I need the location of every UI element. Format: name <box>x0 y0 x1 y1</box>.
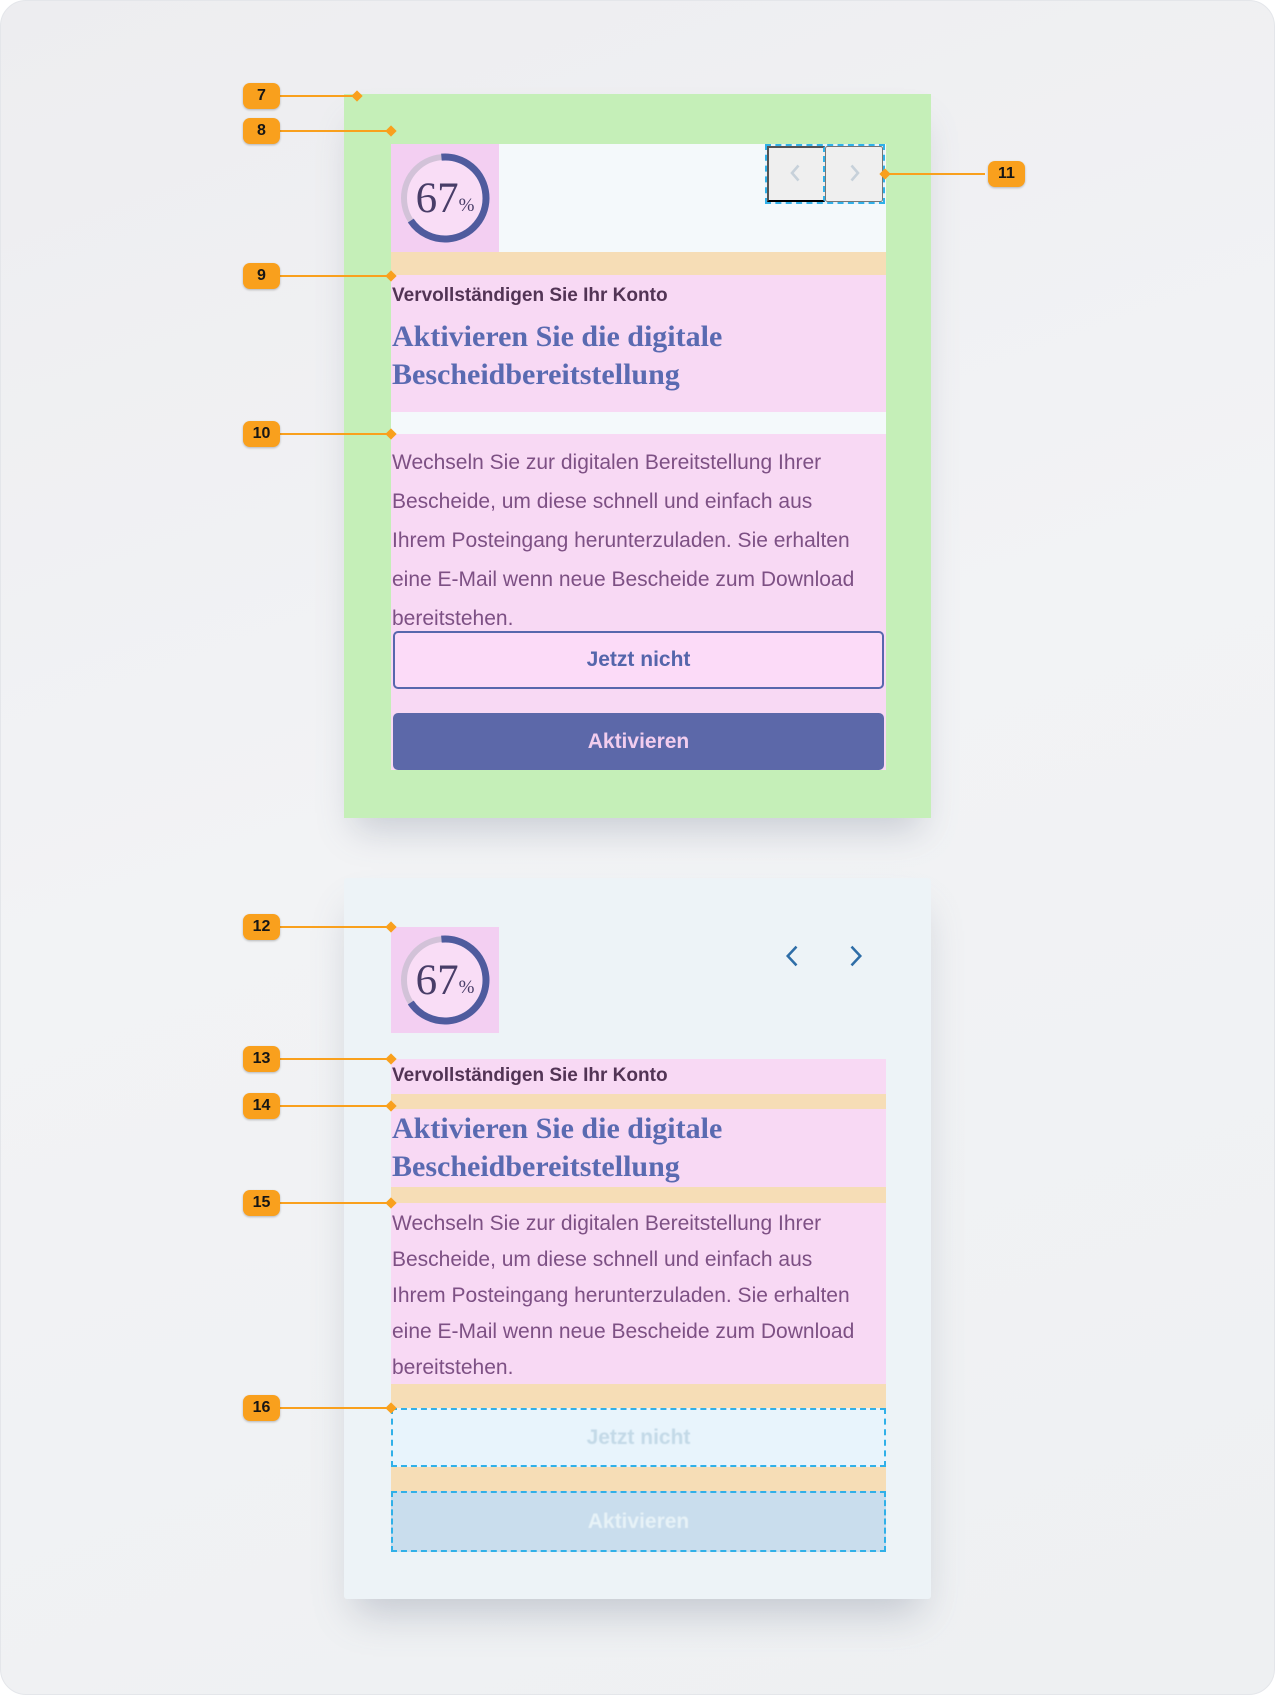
activate-button-highlight[interactable] <box>391 1491 886 1552</box>
chevron-left-icon <box>779 941 807 974</box>
not-now-button[interactable]: Jetzt nicht <box>393 631 884 689</box>
annotation-line <box>279 1105 392 1107</box>
progress-value: 67 % <box>415 956 475 1004</box>
annotation-chip[interactable]: 12 <box>243 914 280 940</box>
annotation-diamond-icon <box>385 1197 396 1208</box>
spacing-highlight <box>391 252 886 275</box>
annotation-line <box>279 130 392 132</box>
annotation-chip[interactable]: 14 <box>243 1093 280 1119</box>
annotation-chip[interactable]: 9 <box>243 263 280 289</box>
annotation-line <box>279 1407 392 1409</box>
annotation-line <box>279 95 358 97</box>
annotation-line <box>886 173 985 175</box>
annotation-diamond-icon <box>351 90 362 101</box>
progress-value: 67 % <box>415 174 475 222</box>
account-completion-card <box>391 144 886 770</box>
carousel-nav-interactable-highlight <box>765 144 885 204</box>
annotation-diamond-icon <box>385 270 396 281</box>
annotation-marker-16 <box>243 1395 396 1422</box>
next-button[interactable] <box>839 940 871 974</box>
spacing-highlight <box>391 1467 886 1491</box>
card-heading: Aktivieren Sie die digitale Bescheidbereitstellung <box>392 1112 723 1183</box>
annotation-diamond-icon <box>385 1100 396 1111</box>
annotation-marker-7 <box>243 83 362 110</box>
annotation-line <box>279 275 392 277</box>
annotation-marker-8 <box>243 118 396 145</box>
not-now-button-highlight[interactable] <box>391 1408 886 1467</box>
annotation-chip[interactable]: 7 <box>243 83 280 109</box>
text-highlight-block <box>391 1059 886 1094</box>
prev-button[interactable] <box>777 940 809 974</box>
text-highlight-block <box>391 1109 886 1187</box>
component-margin-highlight <box>344 94 931 818</box>
annotation-chip[interactable]: 13 <box>243 1046 280 1072</box>
annotation-diamond-icon <box>385 428 396 439</box>
chevron-right-icon <box>842 161 866 188</box>
annotation-diamond-icon <box>385 125 396 136</box>
text-highlight-block <box>391 275 886 412</box>
annotation-marker-11 <box>881 161 1025 188</box>
annotation-line <box>279 1202 392 1204</box>
annotation-chip[interactable]: 15 <box>243 1190 280 1216</box>
card-body-text: Wechseln Sie zur digitalen Bereitstellung Ihrer Bescheide, um diese schnell und einfach aus Ihrem Posteingang herunterzuladen. Sie erhalten eine E-Mail wenn neue Bescheide zum Download bereitstehen. <box>392 1212 855 1379</box>
text-highlight-block <box>391 1203 886 1384</box>
chevron-right-icon <box>841 941 869 974</box>
annotation-chip[interactable]: 8 <box>243 118 280 144</box>
annotation-marker-14 <box>243 1093 396 1120</box>
spacing-highlight <box>391 1384 886 1408</box>
card-eyebrow: Vervollständigen Sie Ihr Konto <box>392 1065 668 1086</box>
activate-button[interactable]: Aktivieren <box>393 713 884 770</box>
card-eyebrow: Vervollständigen Sie Ihr Konto <box>392 285 668 306</box>
text-highlight-block <box>391 434 886 770</box>
annotation-line <box>279 433 392 435</box>
annotation-diamond-icon <box>879 168 890 179</box>
annotation-diamond-icon <box>385 1053 396 1064</box>
annotation-chip[interactable]: 11 <box>988 161 1025 187</box>
next-button[interactable] <box>825 146 883 202</box>
annotation-marker-9 <box>243 263 396 290</box>
not-now-button-label: Jetzt nicht <box>586 1425 691 1449</box>
account-completion-card-plain <box>344 878 931 1599</box>
annotation-marker-15 <box>243 1190 396 1217</box>
spacing-highlight <box>391 1094 886 1109</box>
annotation-marker-13 <box>243 1046 396 1073</box>
annotation-chip[interactable]: 16 <box>243 1395 280 1421</box>
card-heading: Aktivieren Sie die digitale Bescheidbereitstellung <box>392 320 723 391</box>
chevron-left-icon <box>784 161 808 188</box>
annotation-diamond-icon <box>385 1402 396 1413</box>
annotation-chip[interactable]: 10 <box>243 421 280 447</box>
annotation-line <box>279 1058 392 1060</box>
activate-button-label: Aktivieren <box>587 1509 690 1533</box>
progress-ring <box>391 144 499 252</box>
card-body-text: Wechseln Sie zur digitalen Bereitstellung Ihrer Bescheide, um diese schnell und einfach aus Ihrem Posteingang herunterzuladen. Sie erhalten eine E-Mail wenn neue Bescheide zum Download bereitstehen. <box>392 451 855 630</box>
spacing-highlight <box>391 1187 886 1203</box>
prev-button[interactable] <box>767 146 825 202</box>
progress-ring <box>391 927 499 1033</box>
annotation-marker-10 <box>243 421 396 448</box>
annotation-marker-12 <box>243 914 396 941</box>
annotation-line <box>279 926 392 928</box>
annotation-diamond-icon <box>385 921 396 932</box>
